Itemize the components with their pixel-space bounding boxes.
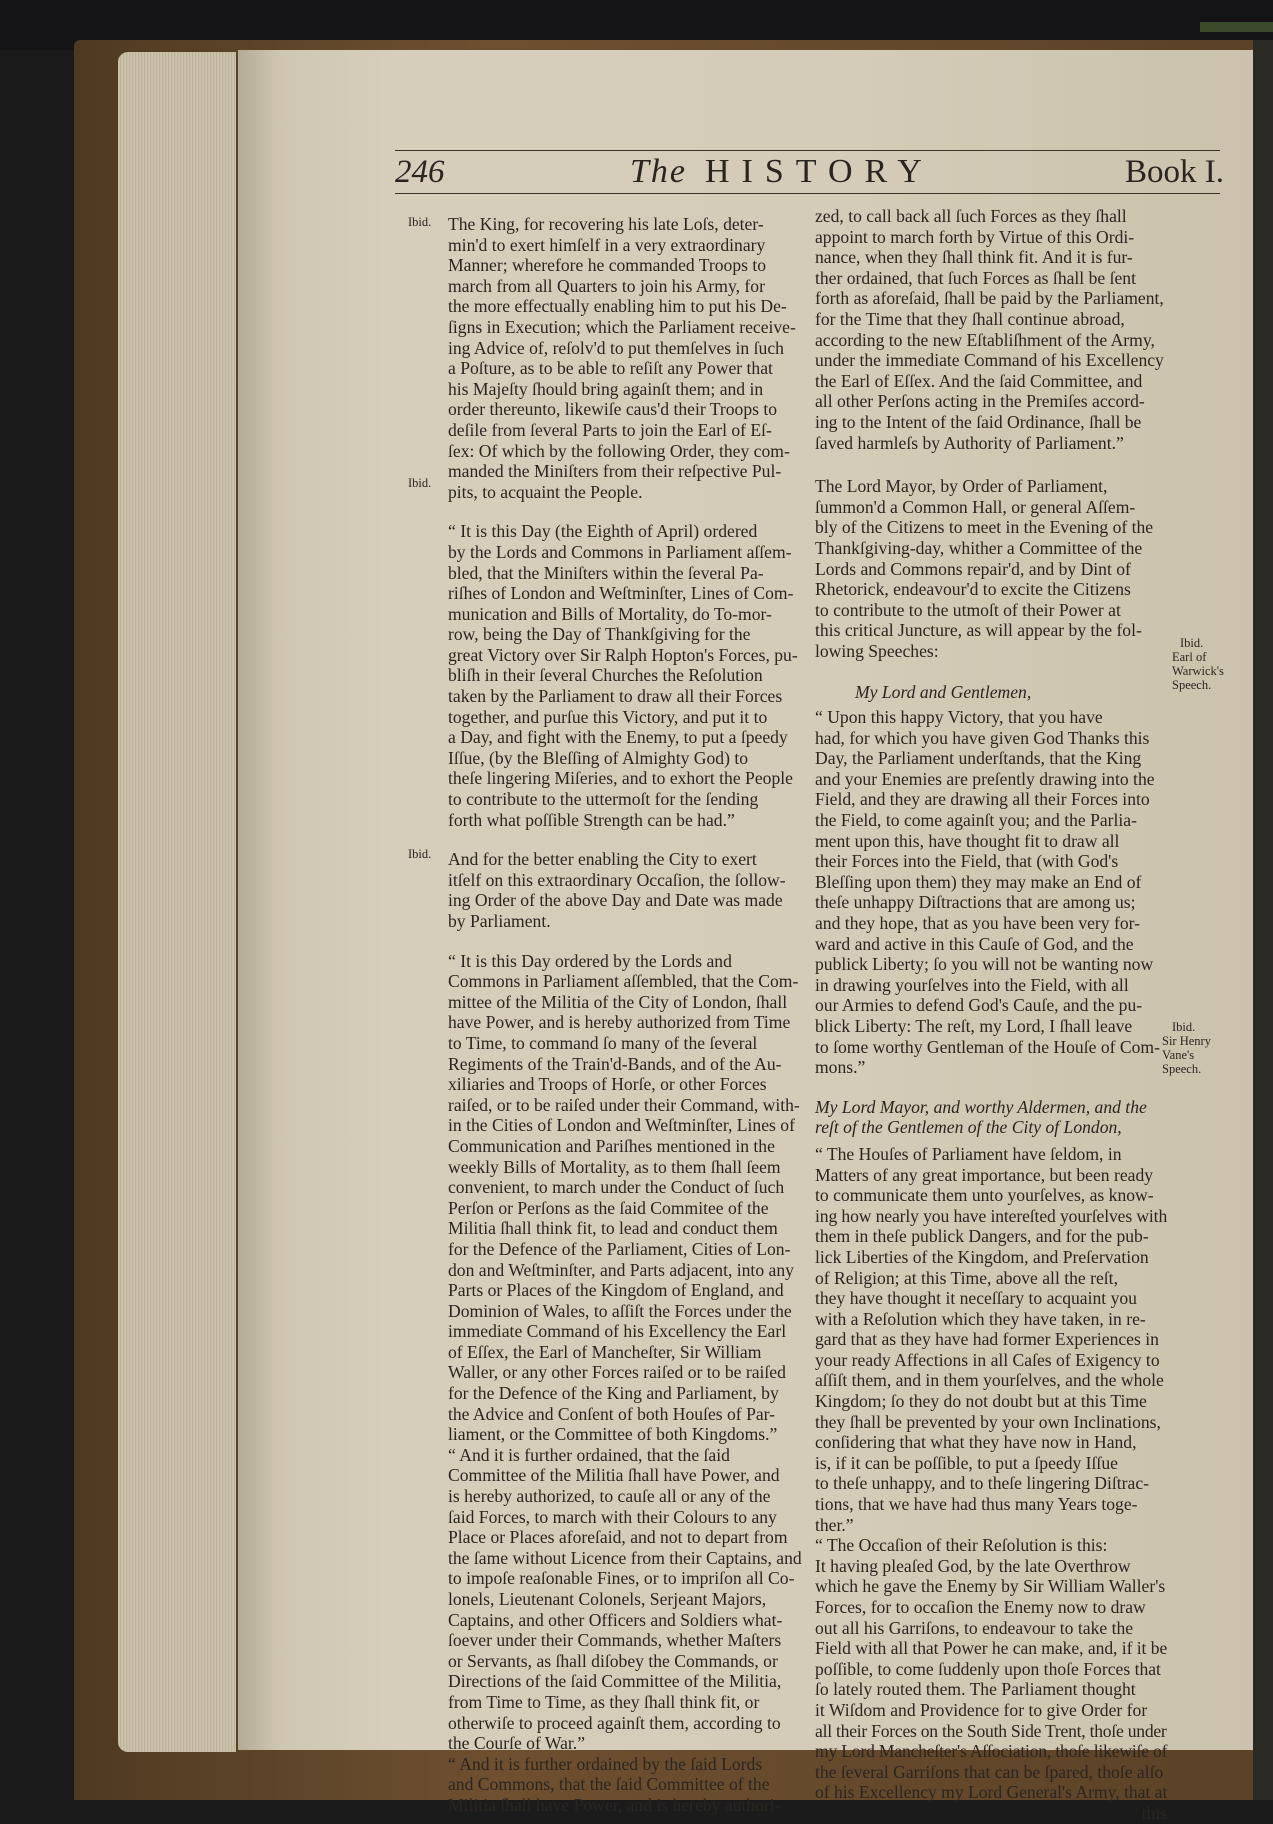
text-line: Field, and they are drawing all their Forces into <box>815 789 1150 810</box>
text-line: don and Weſtminſter, and Parts adjacent, into any <box>448 1259 794 1280</box>
text-line: it Wiſdom and Providence for to give Order for <box>815 1699 1148 1720</box>
header-rule-bottom <box>395 193 1220 194</box>
text-line: lowing Speeches: <box>815 640 939 661</box>
text-line: this critical Juncture, as will appear by the fol- <box>815 620 1142 641</box>
text-line: Communication and Pariſhes mentioned in the <box>448 1135 775 1156</box>
text-line: and Commons, that the ſaid Committee of the <box>448 1774 770 1795</box>
header-rule-top <box>395 150 1220 151</box>
margin-note-line: Sir Henry <box>1162 1034 1211 1048</box>
salutation-line: reſt of the Gentlemen of the City of London, <box>815 1117 1122 1138</box>
text-line: manded the Miniſters from their reſpective Pul- <box>448 461 782 482</box>
text-line: to ſome worthy Gentleman of the Houſe of Com- <box>815 1036 1160 1057</box>
text-line: Manner; wherefore he commanded Troops to <box>448 255 767 276</box>
paragraph <box>815 1535 1167 1803</box>
text-line: gard that as they have had former Experiences in <box>815 1329 1159 1350</box>
text-line: for the Time that they ſhall continue abroad, <box>815 308 1125 329</box>
text-line: bliſh in their ſeveral Churches the Reſolution <box>448 665 763 686</box>
salutation <box>815 1097 1167 1138</box>
text-line: Matters of any great importance, but been ready <box>815 1164 1154 1185</box>
margin-note-ibid: Ibid. <box>408 847 432 861</box>
text-line: “ And it is further ordained by the ſaid Lords <box>448 1753 763 1774</box>
text-line: theſe lingering Miſeries, and to exhort the People <box>448 768 793 789</box>
text-line: Place or Places aforeſaid, and not to depart from <box>448 1527 788 1548</box>
column-right <box>815 206 1167 1824</box>
paragraph <box>448 214 828 502</box>
text-line: according to the new Eſtabliſhment of the Army, <box>815 329 1155 350</box>
text-line: “ It is this Day ordered by the Lords and <box>448 950 732 971</box>
text-line: ther.” <box>815 1514 854 1535</box>
text-line: lonels, Lieutenant Colonels, Serjeant Majors, <box>448 1589 767 1609</box>
text-line: the ſame without Licence from their Captains, and <box>448 1547 802 1568</box>
text-line: to impoſe reaſonable Fines, or to impriſon all Co- <box>448 1568 795 1589</box>
text-line: our Armies to defend God's Cauſe, and the pu- <box>815 995 1143 1016</box>
text-line: the ſeveral Garriſons that can be ſpared, thoſe alſo <box>815 1761 1164 1782</box>
text-line: bled, that the Miniſters within the ſeveral Pa- <box>448 562 764 583</box>
text-line: the more effectually enabling him to put his De- <box>448 296 787 317</box>
text-line: The Lord Mayor, by Order of Parliament, <box>815 476 1108 497</box>
text-line: appoint to march forth by Virtue of this Ordi- <box>815 226 1135 247</box>
text-line: the Courſe of War.” <box>448 1733 586 1754</box>
text-line: them in theſe publick Dangers, and for the pub- <box>815 1226 1149 1247</box>
text-line: had, for which you have given God Thanks this <box>815 727 1150 748</box>
text-line: by Parliament. <box>448 911 551 931</box>
text-line: And for the better enabling the City to exert <box>448 849 757 870</box>
text-line: forth what poſſible Strength can be had.” <box>448 809 735 830</box>
text-line: tions, that we have had thus many Years toge- <box>815 1494 1138 1515</box>
text-line: riſhes of London and Weſtminſter, Lines of Com- <box>448 583 794 604</box>
text-line: great Victory over Sir Ralph Hopton's Forces, pu- <box>448 644 798 665</box>
margin-note-line: Speech. <box>1172 678 1212 692</box>
text-line: otherwiſe to proceed againſt them, according to <box>448 1712 781 1733</box>
text-line: Parts or Places of the Kingdom of England, and <box>448 1280 784 1301</box>
ribbon-marker <box>1200 22 1273 32</box>
text-line: publick Liberty; ſo you will not be wanting now <box>815 954 1154 975</box>
text-line: min'd to exert himſelf in a very extraordinary <box>448 234 766 255</box>
text-line: they have thought it neceſſary to acquaint you <box>815 1288 1137 1309</box>
text-line: deſile from ſeveral Parts to join the Earl of Eſ- <box>448 419 772 440</box>
text-line: of Eſſex, the Earl of Mancheſter, Sir William <box>448 1341 762 1362</box>
running-title-main: HISTORY <box>705 153 934 190</box>
text-line: “ The Occaſion of their Reſolution is this: <box>815 1535 1108 1556</box>
text-line: all their Forces on the South Side Trent, thoſe under <box>815 1720 1167 1741</box>
text-line: Captains, and other Officers and Soldiers what- <box>448 1609 783 1630</box>
text-line: Dominion of Wales, to aſſiſt the Forces under the <box>448 1300 792 1321</box>
text-line: ing Advice of, reſolv'd to put themſelves in ſuch <box>448 337 784 358</box>
text-line: to communicate them unto yourſelves, as know- <box>815 1185 1154 1206</box>
text-line: Thankſgiving-day, whither a Committee of the <box>815 537 1143 558</box>
paragraph <box>448 1754 828 1816</box>
text-line: a Poſture, as to be able to reſiſt any Power that <box>448 358 773 379</box>
paragraph <box>815 476 1167 661</box>
margin-note-line: Earl of <box>1172 650 1207 664</box>
text-line: in the Cities of London and Weſtminſter, Lines of <box>448 1115 795 1136</box>
text-line: have Power, and is hereby authorized from Time <box>448 1012 791 1033</box>
text-line: ing Order of the above Day and Date was made <box>448 890 783 911</box>
text-line: aſſiſt them, and in them yourſelves, and the whole <box>815 1370 1164 1391</box>
text-line: ing to the Intent of the ſaid Ordinance, ſhall be <box>815 411 1142 432</box>
margin-note-warwick <box>1172 636 1224 692</box>
text-line: march from all Quarters to join his Army, for <box>448 275 765 296</box>
text-line: ſigns in Execution; which the Parliament receive- <box>448 316 796 337</box>
text-line: the Earl of Eſſex. And the ſaid Committee, and <box>815 370 1143 391</box>
text-line: weekly Bills of Mortality, as to them ſhall ſeem <box>448 1156 781 1177</box>
text-line: by the Lords and Commons in Parliament aſſem- <box>448 541 792 562</box>
margin-note-ibid: Ibid. <box>408 476 432 490</box>
paragraph <box>448 849 828 931</box>
text-line: your ready Affections in all Caſes of Exigency to <box>815 1349 1160 1370</box>
text-line: of his Excellency my Lord General's Army, that at <box>815 1782 1168 1803</box>
salutation-line: My Lord Mayor, and worthy Aldermen, and the <box>815 1096 1147 1117</box>
text-line: taken by the Parliament to draw all their Forces <box>448 686 783 707</box>
text-line: Forces, for to occaſion the Enemy now to draw <box>815 1597 1146 1617</box>
paragraph <box>815 1144 1167 1535</box>
text-line: ther ordained, that ſuch Forces as ſhall be ſent <box>815 267 1136 288</box>
text-line: ing how nearly you have intereſted yourſelves with <box>815 1205 1168 1226</box>
text-line: together, and purſue this Victory, and put it to <box>448 706 768 727</box>
text-line: for the Defence of the Parliament, Cities of Lon- <box>448 1238 791 1259</box>
text-line: theſe unhappy Diſtractions that are among us; <box>815 892 1136 913</box>
text-line: “ The Houſes of Parliament have ſeldom, in <box>815 1143 1122 1164</box>
text-line: in drawing yourſelves into the Field, with all <box>815 974 1129 995</box>
margin-note-line: Speech. <box>1162 1062 1202 1076</box>
text-line: itſelf on this extraordinary Occaſion, the ſollow- <box>448 869 786 890</box>
text-line: ſoever under their Commands, whether Maſters <box>448 1630 782 1651</box>
text-line: The King, for recovering his late Loſs, deter- <box>448 214 764 234</box>
text-line: convenient, to march under the Conduct of ſuch <box>448 1177 785 1198</box>
text-line: under the immediate Command of his Excellency <box>815 350 1164 371</box>
paragraph <box>448 951 828 1445</box>
gutter <box>1253 40 1273 1800</box>
page-number: 246 <box>395 154 445 190</box>
text-line: bly of the Citizens to meet in the Evening of the <box>815 517 1154 538</box>
paragraph <box>815 707 1167 1078</box>
text-line: the Advice and Conſent of both Houſes of Par- <box>448 1403 776 1424</box>
text-line: “ And it is further ordained, that the ſaid <box>448 1444 730 1465</box>
text-line: they ſhall be prevented by your own Inclinations, <box>815 1411 1161 1432</box>
margin-note-vane <box>1162 1020 1211 1076</box>
margin-note-line: Vane's <box>1162 1048 1195 1062</box>
text-line: my Lord Mancheſter's Aſſociation, thoſe likewiſe of <box>815 1741 1168 1762</box>
text-line: the Field, to come againſt you; and the Parlia- <box>815 810 1137 831</box>
text-line: their Forces into the Field, that (with God's <box>815 851 1119 872</box>
text-line: lick Liberties of the Kingdom, and Preſervation <box>815 1246 1149 1267</box>
running-title-prefix: The <box>630 153 687 190</box>
text-line: ſaved harmleſs by Authority of Parliament.” <box>815 432 1124 453</box>
text-line: ment upon this, have thought fit to draw all <box>815 830 1120 851</box>
text-line: Militia ſhall have Power, and is hereby authori- <box>448 1794 781 1815</box>
text-line: munication and Bills of Mortality, do To-mor- <box>448 603 772 624</box>
text-line: out all his Garriſons, to endeavour to take the <box>815 1617 1134 1638</box>
margin-note-line: Ibid. <box>1180 636 1204 650</box>
text-line: for the Defence of the King and Parliament, by <box>448 1383 779 1404</box>
paragraph <box>448 521 828 830</box>
text-line: from Time to Time, as they ſhall think fit, or <box>448 1691 760 1712</box>
text-line: of Religion; at this Time, above all the reſt, <box>815 1267 1118 1288</box>
text-line: ſo lately routed them. The Parliament thought <box>815 1679 1136 1700</box>
text-line: Perſon or Perſons as the ſaid Commitee of the <box>448 1197 769 1218</box>
text-line: Bleſſing upon them) they may make an End of <box>815 871 1142 892</box>
text-line: liament, or the Committee of both Kingdoms.” <box>448 1424 778 1445</box>
text-line: Iſſue, (by the Bleſſing of Almighty God) to <box>448 747 749 768</box>
text-line: to Time, to command ſo many of the ſeveral <box>448 1032 758 1053</box>
text-line: ſaid Forces, to march with their Colours to any <box>448 1506 777 1527</box>
text-line: all other Perſons acting in the Premiſes accord- <box>815 391 1145 412</box>
text-line: Militia ſhall think fit, to lead and conduct them <box>448 1218 778 1239</box>
text-line: to contribute to the utmoſt of their Power at <box>815 599 1121 620</box>
text-line: his Majeſty ſhould bring againſt them; and in <box>448 378 764 399</box>
text-line: poſſible, to come ſuddenly upon thoſe Forces that <box>815 1658 1161 1679</box>
text-line: Waller, or any other Forces raiſed or to be raiſed <box>448 1362 786 1383</box>
column-left <box>448 214 828 1816</box>
text-line: Committee of the Militia ſhall have Power, and <box>448 1465 780 1486</box>
text-line: row, being the Day of Thankſgiving for the <box>448 624 751 645</box>
paragraph <box>448 1445 828 1754</box>
text-line: to contribute to the uttermoſt for the ſending <box>448 789 759 810</box>
text-line: Kingdom; ſo they do not doubt but at this Time <box>815 1391 1147 1412</box>
text-line: xiliaries and Troops of Horſe, or other Forces <box>448 1074 767 1095</box>
text-line: a Day, and fight with the Enemy, to put a ſpeedy <box>448 727 788 748</box>
text-line: Regiments of the Train'd-Bands, and of the Au- <box>448 1053 782 1074</box>
text-line: immediate Command of his Excellency the Earl <box>448 1321 787 1342</box>
text-line: forth as aforeſaid, ſhall be paid by the Parliament, <box>815 288 1164 309</box>
text-line: zed, to call back all ſuch Forces as they ſhall <box>815 206 1127 226</box>
text-line: Commons in Parliament aſſembled, that the Com- <box>448 971 799 992</box>
text-line: It having pleaſed God, by the late Overthrow <box>815 1555 1131 1576</box>
text-line: Directions of the ſaid Committee of the Militia, <box>448 1671 782 1692</box>
text-line: Rhetorick, endeavour'd to excite the Citizens <box>815 579 1131 600</box>
page-edges <box>118 52 236 1752</box>
text-line: and they hope, that as you have been very for- <box>815 913 1141 933</box>
book-label: Book I. <box>1125 154 1224 190</box>
text-line: to theſe unhappy, and to theſe lingering Diſtrac- <box>815 1473 1150 1494</box>
margin-note-ibid: Ibid. <box>408 215 432 229</box>
text-line: mittee of the Militia of the City of London, ſhall <box>448 991 788 1012</box>
paragraph <box>815 206 1167 453</box>
text-line: Lords and Commons repair'd, and by Dint of <box>815 558 1131 579</box>
text-line: ward and active in this Cauſe of God, and the <box>815 933 1134 954</box>
text-line: ſex: Of which by the following Order, they com- <box>448 440 790 461</box>
text-line: nance, when they ſhall think fit. And it is fur- <box>815 247 1133 268</box>
margin-note-line: Ibid. <box>1172 1020 1196 1034</box>
salutation: My Lord and Gentlemen, <box>855 682 1032 703</box>
text-line: pits, to acquaint the People. <box>448 481 643 502</box>
text-line: ſummon'd a Common Hall, or general Aſſem- <box>815 496 1136 517</box>
margin-note-line: Warwick's <box>1172 664 1224 678</box>
text-line: order thereunto, likewiſe caus'd their Troops to <box>448 399 778 420</box>
running-title <box>630 154 934 190</box>
catchword: this <box>1141 1802 1167 1823</box>
text-line: “ Upon this happy Victory, that you have <box>815 707 1103 728</box>
text-line: which he gave the Enemy by Sir William Waller's <box>815 1576 1166 1597</box>
text-line: or Servants, as ſhall diſobey the Commands, or <box>448 1650 778 1671</box>
text-line: conſidering that what they have now in Hand, <box>815 1432 1137 1453</box>
text-line: is, if it can be poſſible, to put a ſpeedy Iſſue <box>815 1452 1118 1473</box>
text-line: Field with all that Power he can make, and, if it be <box>815 1638 1168 1659</box>
text-line: with a Reſolution which they have taken, in re- <box>815 1308 1146 1329</box>
text-line: is hereby authorized, to cauſe all or any of the <box>448 1486 771 1507</box>
text-line: raiſed, or to be raiſed under their Command, with- <box>448 1094 800 1115</box>
text-line: Day, the Parliament underſtands, that the King <box>815 748 1142 769</box>
text-line: blick Liberty: The reſt, my Lord, I ſhall leave <box>815 1015 1133 1036</box>
text-line: and your Enemies are preſently drawing into the <box>815 768 1155 789</box>
text-line: mons.” <box>815 1057 866 1078</box>
text-line: “ It is this Day (the Eighth of April) ordered <box>448 521 758 542</box>
